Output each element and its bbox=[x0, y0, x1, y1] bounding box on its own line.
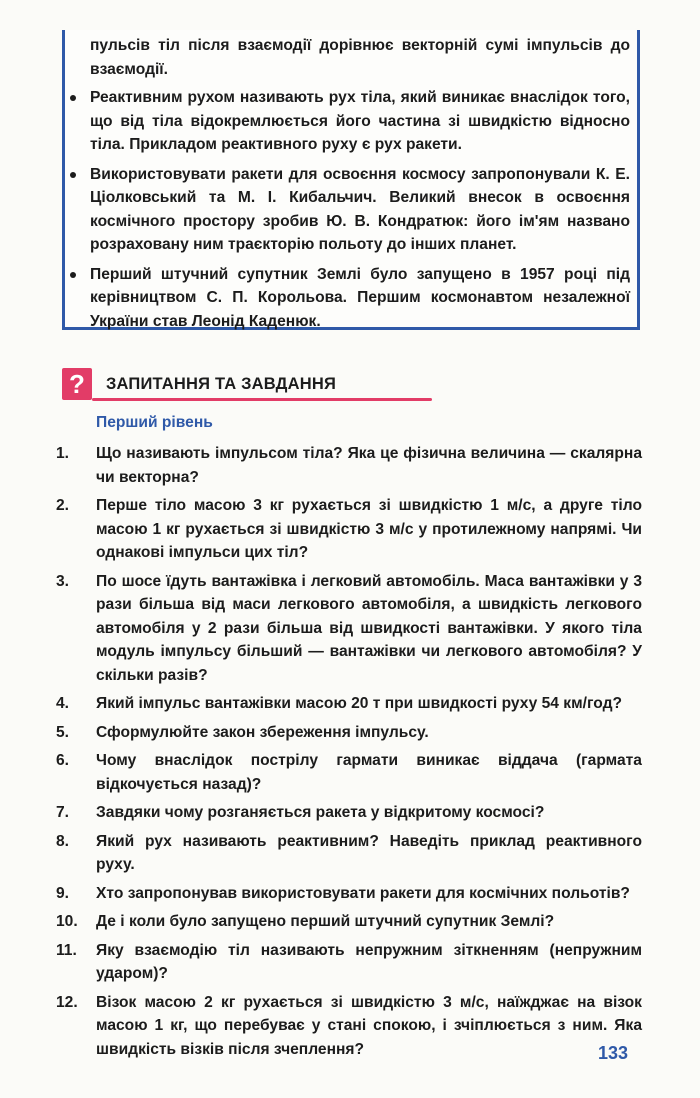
question-item bbox=[56, 721, 642, 745]
question-number: 9. bbox=[56, 884, 70, 902]
level-title: Перший рівень bbox=[96, 414, 213, 431]
question-text: Який імпульс вантажівки масою 20 т при швидкості руху 54 км/год? bbox=[96, 695, 622, 712]
page-number: 133 bbox=[598, 1043, 629, 1063]
question-number: 7. bbox=[56, 804, 70, 821]
summary-bullet-1 bbox=[70, 86, 630, 157]
question-number: 3. bbox=[56, 572, 70, 590]
question-item bbox=[56, 442, 642, 489]
questions-list bbox=[56, 442, 642, 1066]
question-text: Завдяки чому розганяється ракета у відкритому космосі? bbox=[96, 804, 545, 821]
question-text: Який рух називають реактивним? Наведіть приклад реактивного руху. bbox=[96, 832, 642, 873]
summary-bullet-text: Використовувати ракети для освоєння космосу запропонували К. Е. Ціолковський та М. І. Кибальчич. Великий внесок в освоєння космічного простору зробив Ю. В. Кондратюк: його ім'ям названо розраховану ним траєкторію польоту до інших планет. bbox=[90, 165, 630, 253]
section-underline bbox=[92, 398, 432, 401]
summary-bullet-text: Реактивним рухом називають рух тіла, який виникає внаслідок того, що від тіла відокремлюється його частина зі швидкістю відносно тіла. Прикладом реактивного руху є рух ракети. bbox=[90, 89, 630, 153]
question-item bbox=[56, 882, 642, 906]
question-text: Сформулюйте закон збереження імпульсу. bbox=[96, 723, 429, 741]
summary-bullet-3 bbox=[70, 263, 630, 334]
summary-bullet-2 bbox=[70, 163, 630, 257]
question-mark-icon: ? bbox=[62, 368, 92, 400]
summary-bullet-list bbox=[70, 86, 630, 339]
question-number: 8. bbox=[56, 832, 70, 850]
question-item bbox=[56, 749, 642, 796]
question-text: Чому внаслідок пострілу гармати виникає віддача (гармата відкочується назад)? bbox=[96, 752, 642, 793]
question-item bbox=[56, 692, 642, 716]
question-text: Яку взаємодію тіл називають непружним зіткненням (непружним ударом)? bbox=[96, 941, 642, 982]
question-text: Перше тіло масою 3 кг рухається зі швидкістю 1 м/с, а друге тіло масою 1 кг рухається зі швидкістю 3 м/с у протилежному напрямі. Чи однакові імпульси цих тіл? bbox=[96, 497, 642, 561]
question-text: По шосе їдуть вантажівка і легковий автомобіль. Маса вантажівки у 3 рази більша від маси легкового автомобіля, а швидкість легкового автомобіля у 2 рази більша від швидкості вантажівки. У якого тіла модуль імпульсу більший — вантажівки чи легкового автомобіля? У скільки разів? bbox=[96, 572, 642, 684]
question-number: 6. bbox=[56, 752, 70, 769]
questions-section-header bbox=[62, 368, 382, 402]
question-text: Хто запропонував використовувати ракети для космічних польотів? bbox=[96, 884, 630, 902]
question-text: Що називають імпульсом тіла? Яка це фізична величина — скалярна чи векторна? bbox=[96, 445, 642, 486]
bullet-icon bbox=[70, 95, 76, 101]
summary-bullet-text: Перший штучний супутник Землі було запущено в 1957 році під керівництвом С. П. Корольова. Першим космонавтом незалежної України став Леонід Каденюк. bbox=[90, 265, 630, 330]
question-item bbox=[56, 494, 642, 565]
section-title: ЗАПИТАННЯ ТА ЗАВДАННЯ bbox=[106, 375, 337, 393]
question-number: 1. bbox=[56, 445, 70, 462]
question-item bbox=[56, 910, 642, 934]
question-text: Візок масою 2 кг рухається зі швидкістю 3 м/с, наїжджає на візок масою 1 кг, що перебуває у стані спокою, і зчіплюється з ним. Яка швидкість візків після зчеплення? bbox=[96, 993, 642, 1058]
bullet-icon bbox=[70, 272, 76, 278]
question-item bbox=[56, 801, 642, 825]
question-item bbox=[56, 830, 642, 877]
question-number: 2. bbox=[56, 497, 70, 514]
question-number: 12. bbox=[56, 993, 78, 1011]
question-number: 10. bbox=[56, 913, 78, 930]
question-text: Де і коли було запущено перший штучний супутник Землі? bbox=[96, 913, 555, 930]
bullet-icon bbox=[70, 172, 76, 178]
question-number: 11. bbox=[56, 941, 77, 959]
question-number: 4. bbox=[56, 695, 70, 712]
question-item bbox=[56, 939, 642, 986]
summary-continuation: пульсів тіл після взаємодії дорівнює векторній сумі імпульсів до взаємодії. bbox=[90, 37, 630, 78]
question-item bbox=[56, 570, 642, 688]
question-item bbox=[56, 991, 642, 1062]
question-number: 5. bbox=[56, 723, 70, 741]
